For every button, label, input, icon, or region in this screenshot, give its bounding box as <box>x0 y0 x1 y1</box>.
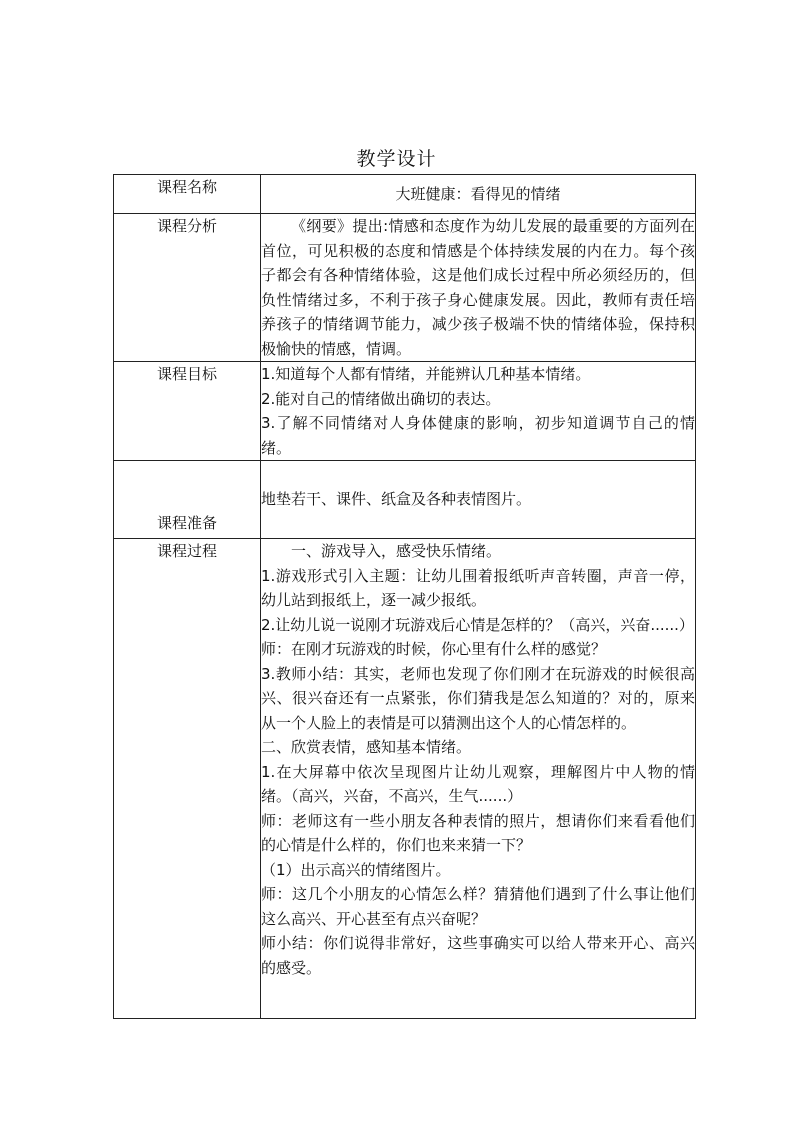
content-course-goals <box>261 362 696 461</box>
process-teacher-line: 师：老师这有一些小朋友各种表情的照片，想请你们来看看他们的心情是什么样的，你们也来来猜一下？ <box>261 811 695 854</box>
label-course-goals: 课程目标 <box>114 362 261 461</box>
document-title: 教学设计 <box>356 148 437 170</box>
process-step: 3.教师小结：其实，老师也发现了你们刚才在玩游戏的时候很高兴、很兴奋还有一点紧张，你们猜我是怎么知道的？对的，原来从一个人脸上的表情是可以猜测出这个人的心情怎样的。 <box>261 664 695 732</box>
process-section-heading-2: 二、欣赏表情，感知基本情绪。 <box>261 738 472 756</box>
analysis-paragraph: 《纲要》提出:情感和态度作为幼儿发展的最重要的方面列在首位，可见积极的态度和情感是个体持续发展的内在力。每个孩子都会有各种情绪体验，这是他们成长过程中所必须经历的，但负性情绪过多，不利于孩子身心健康发展。因此，教师有责任培养孩子的情绪调节能力，减少孩子极端不快的情绪体验，保持积极愉快的情感，情调。 <box>261 217 695 358</box>
process-step: 2.让幼儿说一说刚才玩游戏后心情是怎样的？（高兴，兴奋......） <box>261 615 694 634</box>
table-row-course-preparation <box>114 461 696 539</box>
process-step: 1.在大屏幕中依次呈现图片让幼儿观察，理解图片中人物的情绪。（高兴，兴奋，不高兴，生气......） <box>261 762 695 805</box>
course-name-text: 大班健康：看得见的情绪 <box>395 184 561 203</box>
content-course-analysis <box>261 214 696 362</box>
label-course-name: 课程名称 <box>114 175 261 214</box>
process-teacher-summary: 师小结：你们说得非常好，这些事确实可以给人带来开心、高兴的感受。 <box>261 934 695 977</box>
table-row-course-name <box>114 175 696 214</box>
preparation-text: 地垫若干、课件、纸盒及各种表情图片。 <box>261 490 532 509</box>
content-course-process <box>261 539 696 1019</box>
process-sub-step: （1）出示高兴的情绪图片。 <box>261 860 451 879</box>
goal-item-3: 3.了解不同情绪对人身体健康的影响，初步知道调节自己的情绪。 <box>261 414 695 457</box>
process-teacher-line: 师：在刚才玩游戏的时候，你心里有什么样的感觉？ <box>261 640 607 658</box>
process-teacher-line: 师：这几个小朋友的心情怎么样？猜猜他们遇到了什么事让他们这么高兴、开心甚至有点兴奋呢？ <box>261 885 695 928</box>
process-step: 1.游戏形式引入主题：让幼儿围着报纸听声音转圈，声音一停，幼儿站到报纸上，逐一减少报纸。 <box>261 566 695 609</box>
table-row-course-process <box>114 539 696 1019</box>
label-course-analysis: 课程分析 <box>114 214 261 362</box>
label-course-process: 课程过程 <box>114 539 261 1019</box>
goal-item-2: 2.能对自己的情绪做出确切的表达。 <box>261 389 501 408</box>
table-row-course-analysis <box>114 214 696 362</box>
process-section-heading-1: 一、游戏导入，感受快乐情绪。 <box>291 542 502 560</box>
label-course-preparation: 课程准备 <box>114 461 261 539</box>
content-course-name <box>261 175 696 214</box>
lesson-plan-table <box>113 174 696 1019</box>
content-course-preparation <box>261 461 696 539</box>
table-row-course-goals <box>114 362 696 461</box>
goal-item-1: 1.知道每个人都有情绪，并能辨认几种基本情绪。 <box>261 365 591 383</box>
